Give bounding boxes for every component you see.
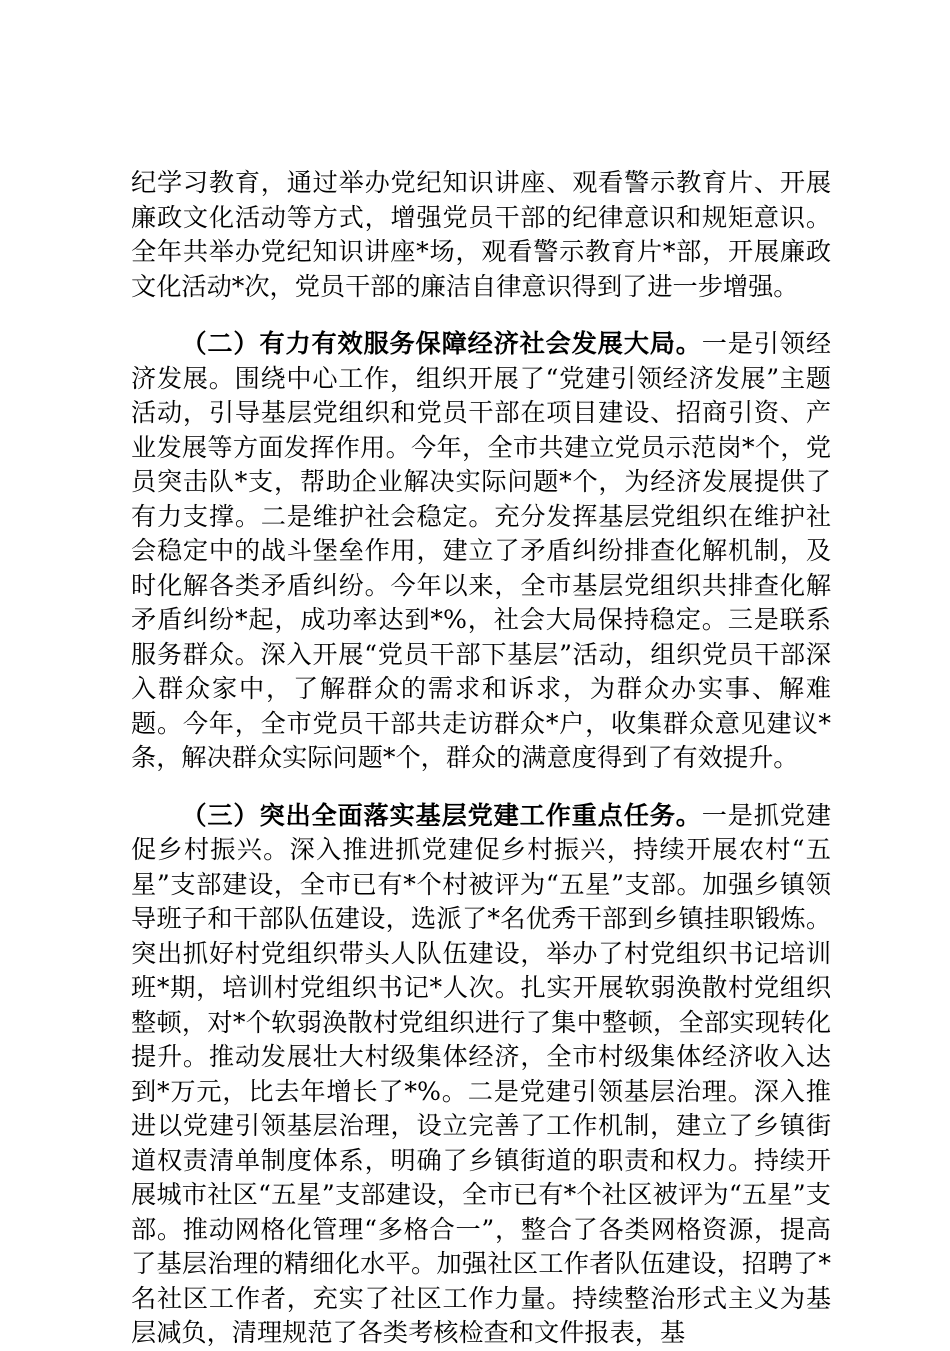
paragraph-body: 一是抓党建促乡村振兴。深入推进抓党建促乡村振兴，持续开展农村“五星”支部建设，全市已有*个村被评为“五星”支部。加强乡镇领导班子和干部队伍建设，选派了*名优秀干部到乡镇挂职锻炼。突出抓好村党组织带头人队伍建设，举办了村党组织书记培训班*期，培训村党组织书记*人次。扎实开展软弱涣散村党组织整顿，对*个软弱涣散村党组织进行了集中整顿，全部实现转化提升。推动发展壮大村级集体经济，全市村级集体经济收入达到*万元，比去年增长了*%。二是党建引领基层治理。深入推进以党建引领基层治理，设立完善了工作机制，建立了乡镇街道权责清单制度体系，明确了乡镇街道的职责和权力。持续开展城市社区“五星”支部建设，全市已有*个社区被评为“五星”支部。推动网格化管理“多格合一”，整合了各类网格资源，提高了基层治理的精细化水平。加强社区工作者队伍建设，招聘了*名社区工作者，充实了社区工作力量。持续整治形式主义为基层减负，清理规范了各类考核检查和文件报表，基 [131,800,832,1347]
paragraph-grassroots-tasks [131,799,831,1351]
paragraph-body: 一是引领经济发展。围绕中心工作，组织开展了“党建引领经济发展”主题活动，引导基层党组织和党员干部在项目建设、招商引资、产业发展等方面发挥作用。今年，全市共建立党员示范岗*个，党员突击队*支，帮助企业解决实际问题*个，为经济发展提供了有力支撑。二是维护社会稳定。充分发挥基层党组织在维护社会稳定中的战斗堡垒作用，建立了矛盾纠纷排查化解机制，及时化解各类矛盾纠纷。今年以来，全市基层党组织共排查化解矛盾纠纷*起，成功率达到*%，社会大局保持稳定。三是联系服务群众。深入开展“党员干部下基层”活动，组织党员干部深入群众家中，了解群众的需求和诉求，为群众办实事、解难题。今年，全市党员干部共走访群众*户，收集群众意见建议*条，解决群众实际问题*个，群众的满意度得到了有效提升。 [131,329,832,772]
paragraph-discipline-education [131,166,831,304]
section-heading: （三）突出全面落实基层党建工作重点任务。 [181,800,702,830]
paragraph-gap [131,304,831,327]
document-page [131,166,831,1351]
paragraph-economic-development [131,327,831,776]
paragraph-gap [131,776,831,799]
section-heading: （二）有力有效服务保障经济社会发展大局。 [181,329,702,358]
paragraph-body: 纪学习教育，通过举办党纪知识讲座、观看警示教育片、开展廉政文化活动等方式，增强党员干部的纪律意识和规矩意识。全年共举办党纪知识讲座*场，观看警示教育片*部，开展廉政文化活动*次，党员干部的廉洁自律意识得到了进一步增强。 [131,168,832,301]
